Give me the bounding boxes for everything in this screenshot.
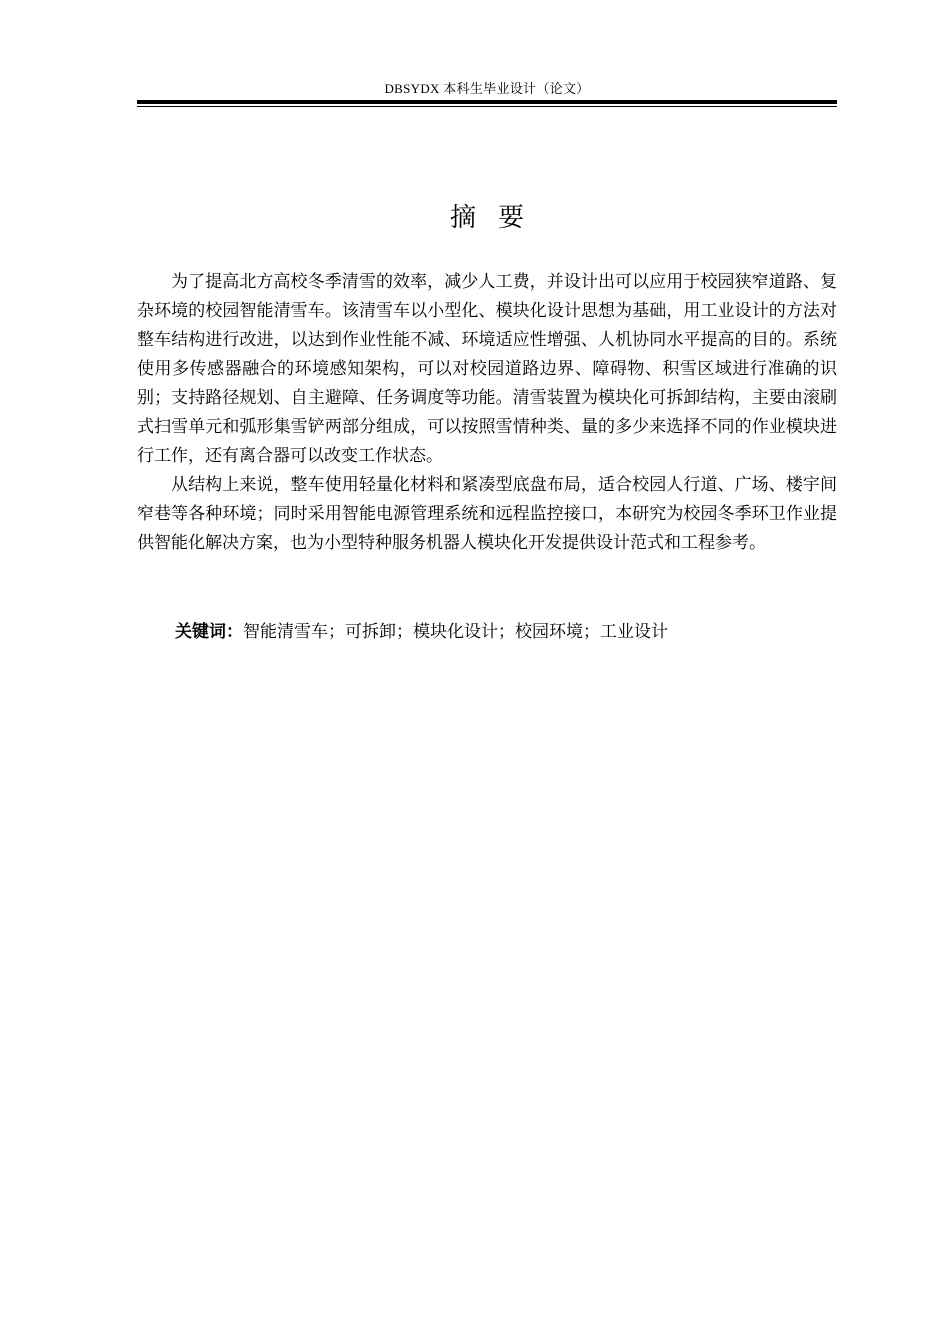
abstract-paragraph: 从结构上来说，整车使用轻量化材料和紧凑型底盘布局，适合校园人行道、广场、楼宇间窄巷等各种环境；同时采用智能电源管理系统和远程监控接口，本研究为校园冬季环卫作业提供智能化解决方案，也为小型特种服务机器人模块化开发提供设计范式和工程参考。 [137,475,837,553]
running-header: DBSYDX 本科生毕业设计（论文） [384,81,590,96]
header-rule-thin [137,106,837,107]
header-rule-thick [137,100,837,104]
abstract-title: 摘要 [449,203,546,233]
abstract-body [137,268,837,558]
keywords-label: 关键词： [175,622,243,642]
keywords-list: 智能清雪车；可拆卸；模块化设计；校园环境；工业设计 [243,622,668,642]
abstract-paragraph: 为了提高北方高校冬季清雪的效率，减少人工费，并设计出可以应用于校园狭窄道路、复杂环境的校园智能清雪车。该清雪车以小型化、模块化设计思想为基础，用工业设计的方法对整车结构进行改进，以达到作业性能不减、环境适应性增强、人机协同水平提高的目的。系统使用多传感器融合的环境感知架构，可以对校园道路边界、障碍物、积雪区域进行准确的识别；支持路径规划、自主避障、任务调度等功能。清雪装置为模块化可拆卸结构，主要由滚刷式扫雪单元和弧形集雪铲两部分组成，可以按照雪情种类、量的多少来选择不同的作业模块进行工作，还有离合器可以改变工作状态。 [137,272,837,466]
keywords-line [175,620,837,644]
